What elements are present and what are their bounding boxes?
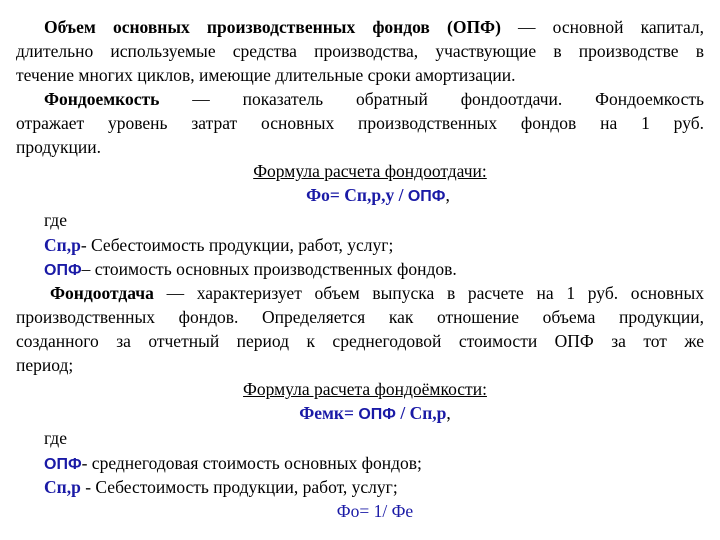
paragraph-fondoemkost-line-3: продукции. <box>16 137 101 157</box>
formula-fondoemkost <box>16 402 704 426</box>
formula-part: , <box>445 185 450 205</box>
definition-term: ОПФ <box>44 456 82 473</box>
definition-spr-2 <box>16 476 704 498</box>
term-opf: Объем основных производственных фондов (ОПФ) <box>44 17 501 37</box>
definition-term: ОПФ <box>44 262 82 279</box>
paragraph-fondootdacha-line-3: созданного за отчетный период к среднегодовой стоимости ОПФ за тот же <box>16 331 704 351</box>
formula-heading-fondoemkost <box>16 378 704 400</box>
definition-text: - Себестоимость продукции, работ, услуг; <box>80 477 398 497</box>
definition-opf-1 <box>16 258 704 282</box>
term-fondoemkost: Фондоемкость <box>44 89 160 109</box>
paragraph-opf-line-3: течение многих циклов, имеющие длительные сроки амортизации. <box>16 65 516 85</box>
formula-part: , <box>446 403 451 423</box>
paragraph-fondoemkost-line-2: отражает уровень затрат основных производственных фондов на 1 руб. <box>16 113 704 133</box>
formula-text: Фо= 1/ Фе <box>336 501 414 521</box>
paragraph-fondootdacha-line-4: период; <box>16 355 74 375</box>
paragraph-fondoemkost-line-1 <box>16 88 704 110</box>
text: — показатель обратный фондоотдачи. Фондоемкость <box>159 89 704 109</box>
formula-part: Фо= Сп,р,у / <box>306 185 408 205</box>
formula-part: ОПФ <box>407 188 446 205</box>
heading-text: Формула расчета фондоотдачи: <box>253 161 487 181</box>
definition-text: - Себестоимость продукции, работ, услуг; <box>80 235 394 255</box>
where-label-1: где <box>44 210 67 230</box>
formula-part: ОПФ <box>358 406 396 423</box>
text: — характеризует объем выпуска в расчете на 1 руб. основных <box>153 283 704 303</box>
term-fondootdacha: Фондоотдача <box>50 283 154 303</box>
paragraph-fondootdacha-line-2: производственных фондов. Определяется как отношение объема продукции, <box>16 307 704 327</box>
definition-term: Сп,р <box>44 235 81 255</box>
definition-spr-1 <box>16 234 704 256</box>
formula-fo-inverse <box>16 500 704 522</box>
definition-text: - среднегодовая стоимость основных фондов; <box>81 453 422 473</box>
where-label-2: где <box>44 428 67 448</box>
formula-part: / Сп,р <box>395 403 447 423</box>
definition-text: – стоимость основных производственных фондов. <box>81 259 457 279</box>
formula-fondootdacha <box>16 184 704 208</box>
heading-text: Формула расчета фондоёмкости: <box>243 379 487 399</box>
text: — основной капитал, <box>500 17 704 37</box>
definition-opf-2 <box>16 452 704 476</box>
formula-part: Фемк= <box>299 403 359 423</box>
paragraph-opf-line-1 <box>16 16 704 38</box>
definition-term: Сп,р <box>44 477 81 497</box>
paragraph-opf-line-2: длительно используемые средства производства, участвующие в производстве в <box>16 41 704 61</box>
formula-heading-fondootdacha <box>16 160 704 182</box>
paragraph-fondootdacha-line-1 <box>16 282 704 304</box>
